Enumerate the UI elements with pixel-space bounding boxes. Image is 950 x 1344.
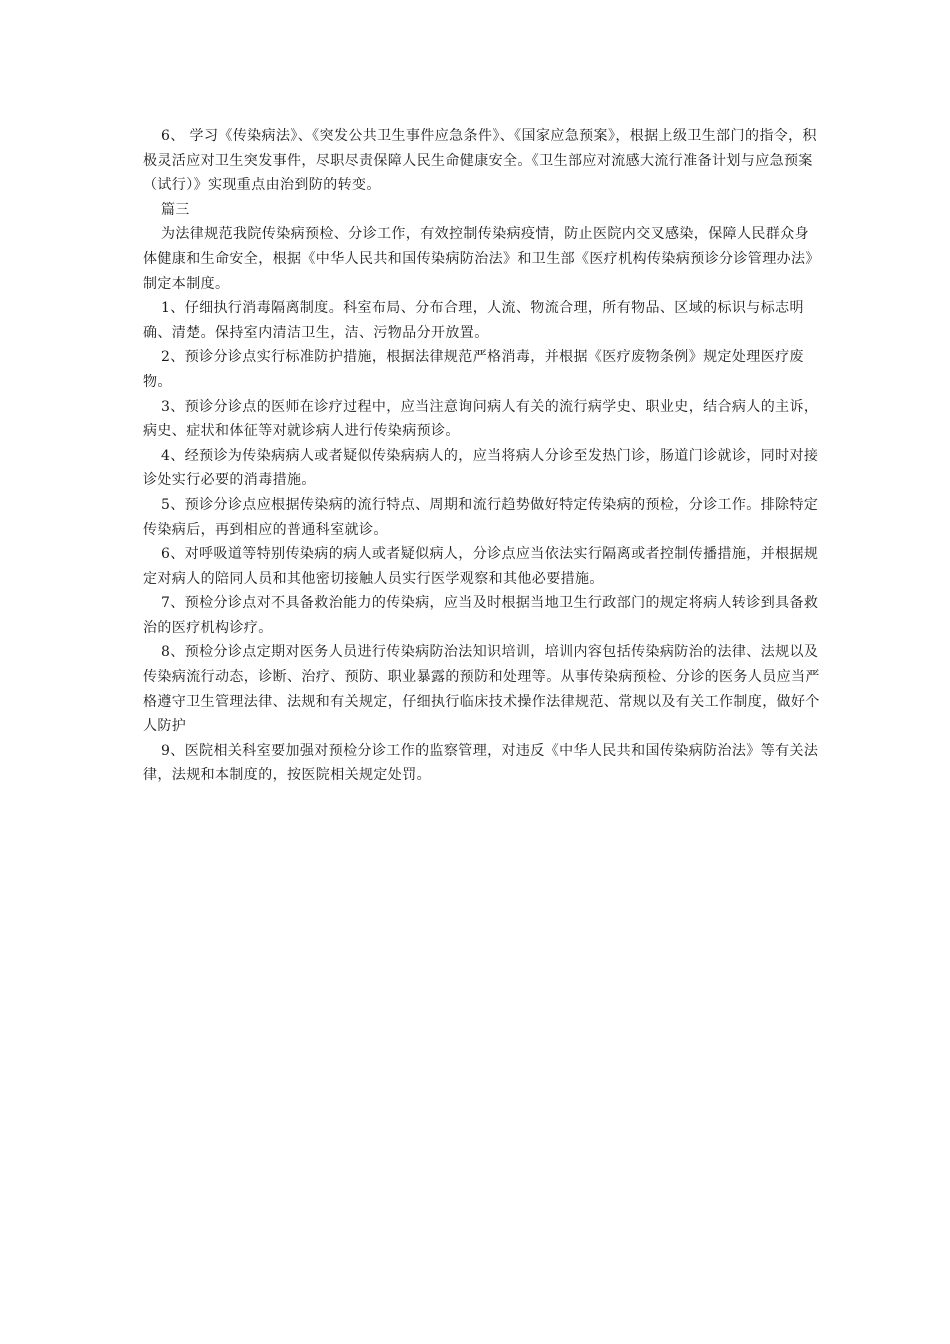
paragraph-item-9: 9、医院相关科室要加强对预检分诊工作的监察管理，对违反《中华人民共和国传染病防治法》等有关法律，法规和本制度的，按医院相关规定处罚。 xyxy=(143,742,819,784)
paragraph-item-2: 2、预诊分诊点实行标准防护措施，根据法律规范严格消毒，并根据《医疗废物条例》规定处理医疗废物。 xyxy=(143,349,804,390)
paragraph-item-3: 3、预诊分诊点的医师在诊疗过程中，应当注意询问病人有关的流行病学史、职业史，结合病人的主诉，病史、症状和体征等对就诊病人进行传染病预诊。 xyxy=(143,398,819,440)
section-heading: 篇三 xyxy=(161,201,190,218)
paragraph-item-4: 4、经预诊为传染病病人或者疑似传染病病人的，应当将病人分诊至发热门诊，肠道门诊就诊，同时对接诊处实行必要的消毒措施。 xyxy=(143,447,819,489)
paragraph-item-5: 5、预诊分诊点应根据传染病的流行特点、周期和流行趋势做好特定传染病的预检，分诊工作。排除特定传染病后，再到相应的普通科室就诊。 xyxy=(143,496,819,538)
intro-paragraph: 为法律规范我院传染病预检、分诊工作，有效控制传染病疫情，防止医院内交叉感染，保障人民群众身体健康和生命安全，根据《中华人民共和国传染病防治法》和卫生部《医疗机构传染病预诊分诊管理办法》制定本制度。 xyxy=(143,226,820,292)
paragraph-item-6: 6、对呼吸道等特别传染病的病人或者疑似病人，分诊点应当依法实行隔离或者控制传播措施，并根据规定对病人的陪同人员和其他密切接触人员实行医学观察和其他必要措施。 xyxy=(143,546,819,587)
paragraph-item-7: 7、预检分诊点对不具备救治能力的传染病，应当及时根据当地卫生行政部门的规定将病人转诊到具备救治的医疗机构诊疗。 xyxy=(143,595,819,636)
document-body xyxy=(143,124,823,788)
paragraph-item-1: 1、仔细执行消毒隔离制度。科室布局、分布合理，人流、物流合理，所有物品、区域的标识与标志明确、清楚。保持室内清洁卫生，洁、污物品分开放置。 xyxy=(143,300,804,341)
paragraph-item-6-prev: 6、 学习《传染病法》、《突发公共卫生事件应急条件》、《国家应急预案》，根据上级卫生部门的指令，积极灵活应对卫生突发事件，尽职尽责保障人民生命健康安全。《卫生部应对流感大流行准备计划与应急预案（试行）》实现重点由治到防的转变。 xyxy=(143,128,817,194)
paragraph-item-8: 8、预检分诊点定期对医务人员进行传染病防治法知识培训，培训内容包括传染病防治的法律、法规以及传染病流行动态，诊断、治疗、预防、职业暴露的预防和处理等。从事传染病预检、分诊的医务人员应当严格遵守卫生管理法律、法规和有关规定，仔细执行临床技术操作法律规范、常规以及有关工作制度，做好个人防护 xyxy=(143,644,820,735)
